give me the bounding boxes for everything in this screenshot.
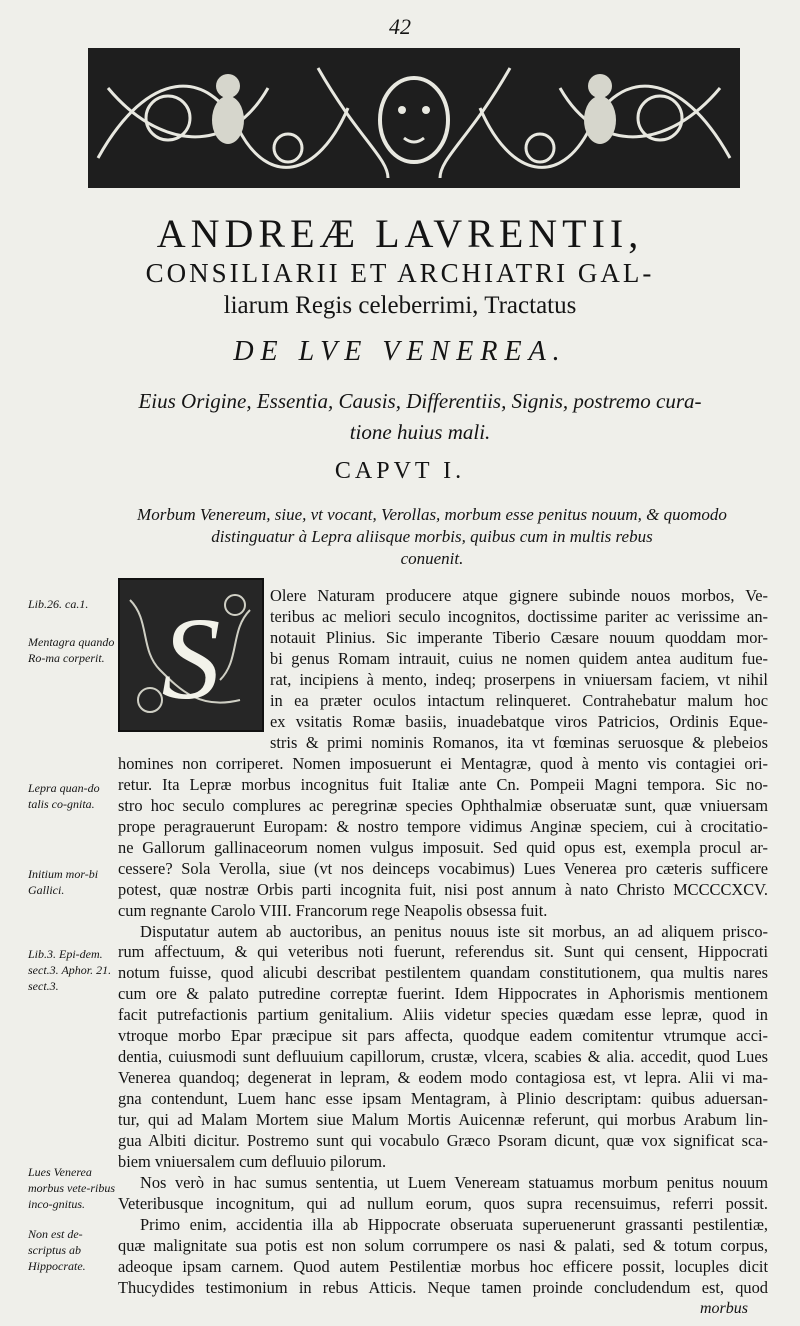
chapter-heading: CAPVT I. <box>334 458 466 484</box>
subtitle-line: Eius Origine, Essentia, Causis, Differentiis, Signis, postremo cura- <box>138 389 702 413</box>
body-line: tur, qui ad Malam Mortem siue Malum Mortis Auicennæ referunt, qui morbus Arabum lin- <box>118 1110 768 1130</box>
margin-note: Initium mor-bi Gallici. <box>28 867 99 897</box>
margin-note: Non est de-scriptus ab Hippocrate. <box>28 1227 86 1273</box>
body-line: stris & primi nominis Romanos, ita vt fœminas seruosque & plebeios <box>270 732 768 752</box>
body-line: Disputatur autem ab auctoribus, an penitus nouus iste sit morbus, an ad aliquem prisco- <box>140 921 768 941</box>
body-line: rat, incipiens à mento, indeq; proserpens in vniuersam faciem, vt nihil <box>270 669 768 689</box>
body-line: dentia, cuiusmodi sunt defluuium capillorum, crustæ, vlcera, scabies & alia. accedit, quod Lues <box>118 1047 768 1067</box>
summary-line: Morbum Venereum, siue, vt vocant, Verollas, morbum esse penitus nouum, & quomodo <box>137 505 727 524</box>
body-line: biem vniuersalem cum defluuio pilorum. <box>118 1152 387 1172</box>
summary-line: conuenit. <box>400 549 464 568</box>
decorated-initial-letter <box>118 578 264 732</box>
body-line: prope peragrauerunt Europam: & nostro tempore vidimus Anginæ speciem, cui à crocitatio- <box>118 816 768 836</box>
svg-text:S: S <box>161 593 221 724</box>
body-line: homines non corriperet. Nomen imposuerunt ei Mentagræ, quod à mento vis contagiei ori- <box>118 753 768 773</box>
body-line: notauit Plinius. Sic imperante Tiberio Cæsare nouum quoddam mor- <box>270 627 768 647</box>
body-line: Veteribusque incognitum, qui ad nullum eorum, quos supra recensuimus, referri possit. <box>118 1194 768 1214</box>
body-line: Nos verò in hac sumus sententia, ut Luem Veneream statuamus morbum penitus nouum <box>140 1173 768 1193</box>
subtitle <box>120 386 720 448</box>
body-line: quæ malignitate sua potis est non solum corrumpere os nasi & palati, sed & totum corpus, <box>118 1236 768 1256</box>
body-line: facit putrefactionis partium genitalium. Aliis videtur species quædam esse lepræ, quod in <box>118 1005 768 1025</box>
body-line: vtroque morbo Epar præcipue sit pars affecta, quodque eadem comitentur vtrumque acci- <box>118 1026 768 1046</box>
body-line: in ea præter oculos intactum relinqueret. Contrahebatur malum hoc <box>270 690 768 710</box>
margin-note: Lib.26. ca.1. <box>28 597 89 611</box>
body-line: teribus ac meliori seculo incognitos, doctissime pariter ac verissime an- <box>270 606 768 626</box>
margin-note: Mentagra quando Ro-ma corperit. <box>28 635 115 665</box>
body-line: cum regnante Carolo VIII. Francorum rege Neapolis obsessa fuit. <box>118 900 548 920</box>
chapter-summary <box>112 504 752 570</box>
body-line: ex vsitatis Romæ basiis, inuadebatque viros Patricios, Ordinis Eque- <box>270 711 768 731</box>
body-line: Primo enim, accidentia illa ab Hippocrate obseruata superuenerunt grassanti pestilentiæ, <box>140 1215 768 1235</box>
body-line: Thucydides testimonium in rebus Atticis. Neque tamen proinde concludendum est, quod <box>118 1278 768 1297</box>
body-line: Olere Naturam producere atque gignere subinde nouos morbos, Ve- <box>270 586 768 605</box>
subtitle-line: tione huius mali. <box>349 420 491 444</box>
body-line: potest, quæ nostræ Orbis parti incognita fuit, nisi post annum à nato Christo MCCCCXCV. <box>118 879 768 899</box>
margin-note: Lues Venerea morbus vete-ribus inco-gnitus. <box>28 1165 115 1211</box>
body-line: adeoque ipsam carnem. Quod autem Pestilentiæ morbus hoc efficere possit, locuples dicit <box>118 1257 768 1277</box>
body-line: bi genus Romam intrauit, cuius ne nomen quidem antea auditum fue- <box>270 648 768 668</box>
title-treatise: DE LVE VENEREA. <box>233 336 567 367</box>
page-number: 42 <box>389 14 411 39</box>
body-line: gua Albiti dicitur. Postremo sunt qui vocabulo Græco Psoram dicunt, quæ vox significat sca- <box>118 1131 768 1151</box>
ornamental-headpiece-icon <box>88 48 740 188</box>
margin-note: Lib.3. Epi-dem. sect.3. Aphor. 21. sect.3. <box>28 947 112 993</box>
body-line: notum fuisse, quod alicubi describat pestilentem quandam constitutionem, qua multis nares <box>118 963 768 983</box>
title-office: CONSILIARII ET ARCHIATRI GAL- <box>145 258 655 288</box>
body-line: rum affectuum, & qui veteribus noti fuerunt, referendus sit. Sunt qui censent, Hippocrati <box>118 942 768 962</box>
body-line: gna contendunt, Luem hanc esse ipsam Mentagram, à Plinio descriptam: quibus aduersan- <box>118 1089 768 1109</box>
body-line: ne Gallorum gallinaceorum nomen vulgus imposuit. Sed quid opus est, exempla procul ar- <box>118 837 768 857</box>
margin-note: Lepra quan-do talis co-gnita. <box>28 781 100 811</box>
title-office-continued: liarum Regis celeberrimi, Tractatus <box>223 292 577 319</box>
title-author: ANDREÆ LAVRENTII, <box>156 211 644 256</box>
body-line: Venerea quandoq; degenerat in lepram, & eodem modo contagiosa est, vt lepra. Alii vi ma- <box>118 1068 768 1088</box>
body-line: cessere? Sola Verolla, siue (vt nos deinceps vocabimus) Lues Venerea pro cæteris sufficere <box>118 858 768 878</box>
body-line: cum ore & palato putredine correptæ fuerint. Idem Hippocrates in Aphorismis mentionem <box>118 984 768 1004</box>
catchword: morbus <box>700 1300 749 1317</box>
summary-line: distinguatur à Lepra aliisque morbis, quibus cum in multis rebus <box>211 527 653 546</box>
body-line: retur. Ita Lepræ morbus incognitus fuit Italiæ ante Cn. Pompeii Magni tempora. Sic no- <box>118 774 768 794</box>
body-line: stro hoc seculo complures ac peregrinæ species Ophthalmiæ obseruatæ sunt, quæ vniuersam <box>118 795 768 815</box>
